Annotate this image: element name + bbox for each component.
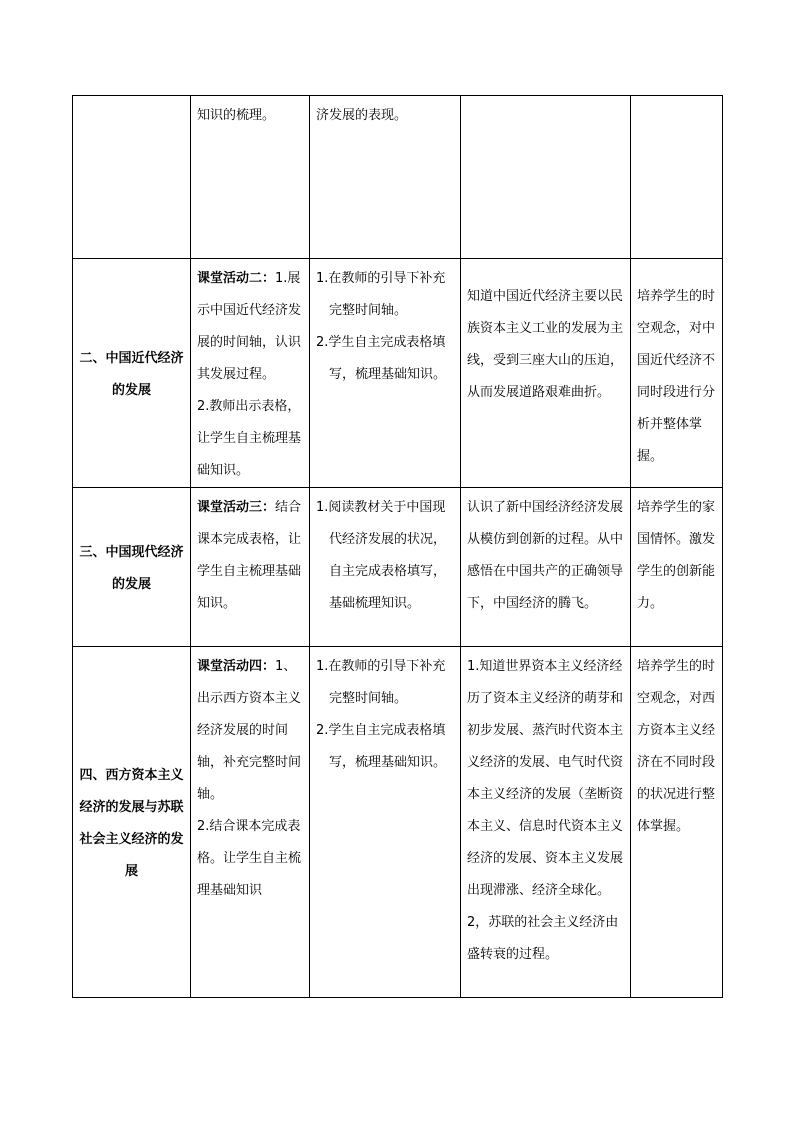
intent-cell: [631, 96, 723, 259]
intent-cell: [631, 488, 723, 647]
goal-cell: [461, 647, 631, 998]
section-cell: [73, 96, 191, 259]
student-cell: [310, 259, 461, 488]
goal-cell: [461, 259, 631, 488]
student-text: 2.学生自主完成表格填写，梳理基础知识。: [316, 335, 447, 382]
student-text: 1.在教师的引导下补充完整时间轴。: [316, 659, 446, 706]
activity-label: 课堂活动四：: [197, 659, 276, 674]
goal-text: 2，苏联的社会主义经济由盛转衰的过程。: [467, 915, 619, 962]
student-text: 济发展的表现。: [316, 108, 408, 123]
goal-text: 知道中国近代经济主要以民族资本主义工业的发展为主线，受到三座大山的压迫，从而发展道路艰难曲折。: [467, 289, 624, 400]
student-text: 2.学生自主完成表格填写，梳理基础知识。: [316, 723, 447, 770]
goal-text: 1.知道世界资本主义经济经历了资本主义经济的萌芽和初步发展、蒸汽时代资本主义经济的发展、电气时代资本主义经济的发展（垄断资本主义、信息时代资本主义经济的发展、资本主义发展出现滞涨、经济全球化。: [467, 659, 624, 898]
table-row: [73, 96, 723, 259]
student-text: 1.阅读教材关于中国现代经济发展的状况，自主完成表格填写，基础梳理知识。: [316, 500, 447, 611]
activity-text: 2.教师出示表格，让学生自主梳理基础知识。: [197, 399, 302, 478]
activity-label: 课堂活动二：: [197, 271, 276, 286]
activity-text: 知识的梳理。: [197, 108, 276, 123]
goal-text: 认识了新中国经济经济发展从模仿到创新的过程。从中感悟在中国共产的正确领导下，中国经济的腾飞。: [467, 500, 624, 611]
intent-cell: [631, 259, 723, 488]
table-row: [73, 259, 723, 488]
intent-text: 培养学生的家国情怀。激发学生的创新能力。: [637, 500, 716, 611]
student-cell: [310, 96, 461, 259]
lesson-plan-table: [72, 95, 723, 998]
activity-cell: [191, 647, 310, 998]
student-cell: [310, 647, 461, 998]
section-cell: 四、西方资本主义经济的发展与苏联社会主义经济的发展: [73, 647, 191, 998]
activity-text: 课堂活动三：结合课本完成表格，让学生自主梳理基础知识。: [197, 500, 302, 611]
section-cell: 三、中国现代经济的发展: [73, 488, 191, 647]
student-text: 1.在教师的引导下补充完整时间轴。: [316, 271, 446, 318]
goal-cell: [461, 488, 631, 647]
activity-text: 2.结合课本完成表格。让学生自主梳理基础知识: [197, 819, 302, 898]
table-row: [73, 488, 723, 647]
activity-label: 课堂活动三：: [197, 500, 276, 515]
activity-text: 课堂活动四：1、出示西方资本主义经济发展的时间轴，补充完整时间轴。: [197, 659, 302, 802]
intent-text: 培养学生的时空观念，对西方资本主义经济在不同时段的状况进行整体掌握。: [637, 659, 716, 834]
activity-text: 课堂活动二：1.展示中国近代经济发展的时间轴，认识其发展过程。: [197, 271, 302, 382]
goal-cell: [461, 96, 631, 259]
table-row: [73, 647, 723, 998]
activity-cell: [191, 96, 310, 259]
intent-text: 培养学生的时空观念，对中国近代经济不同时段进行分析并整体掌握。: [637, 289, 716, 464]
section-cell: 二、中国近代经济的发展: [73, 259, 191, 488]
student-cell: [310, 488, 461, 647]
intent-cell: [631, 647, 723, 998]
activity-cell: [191, 488, 310, 647]
activity-cell: [191, 259, 310, 488]
